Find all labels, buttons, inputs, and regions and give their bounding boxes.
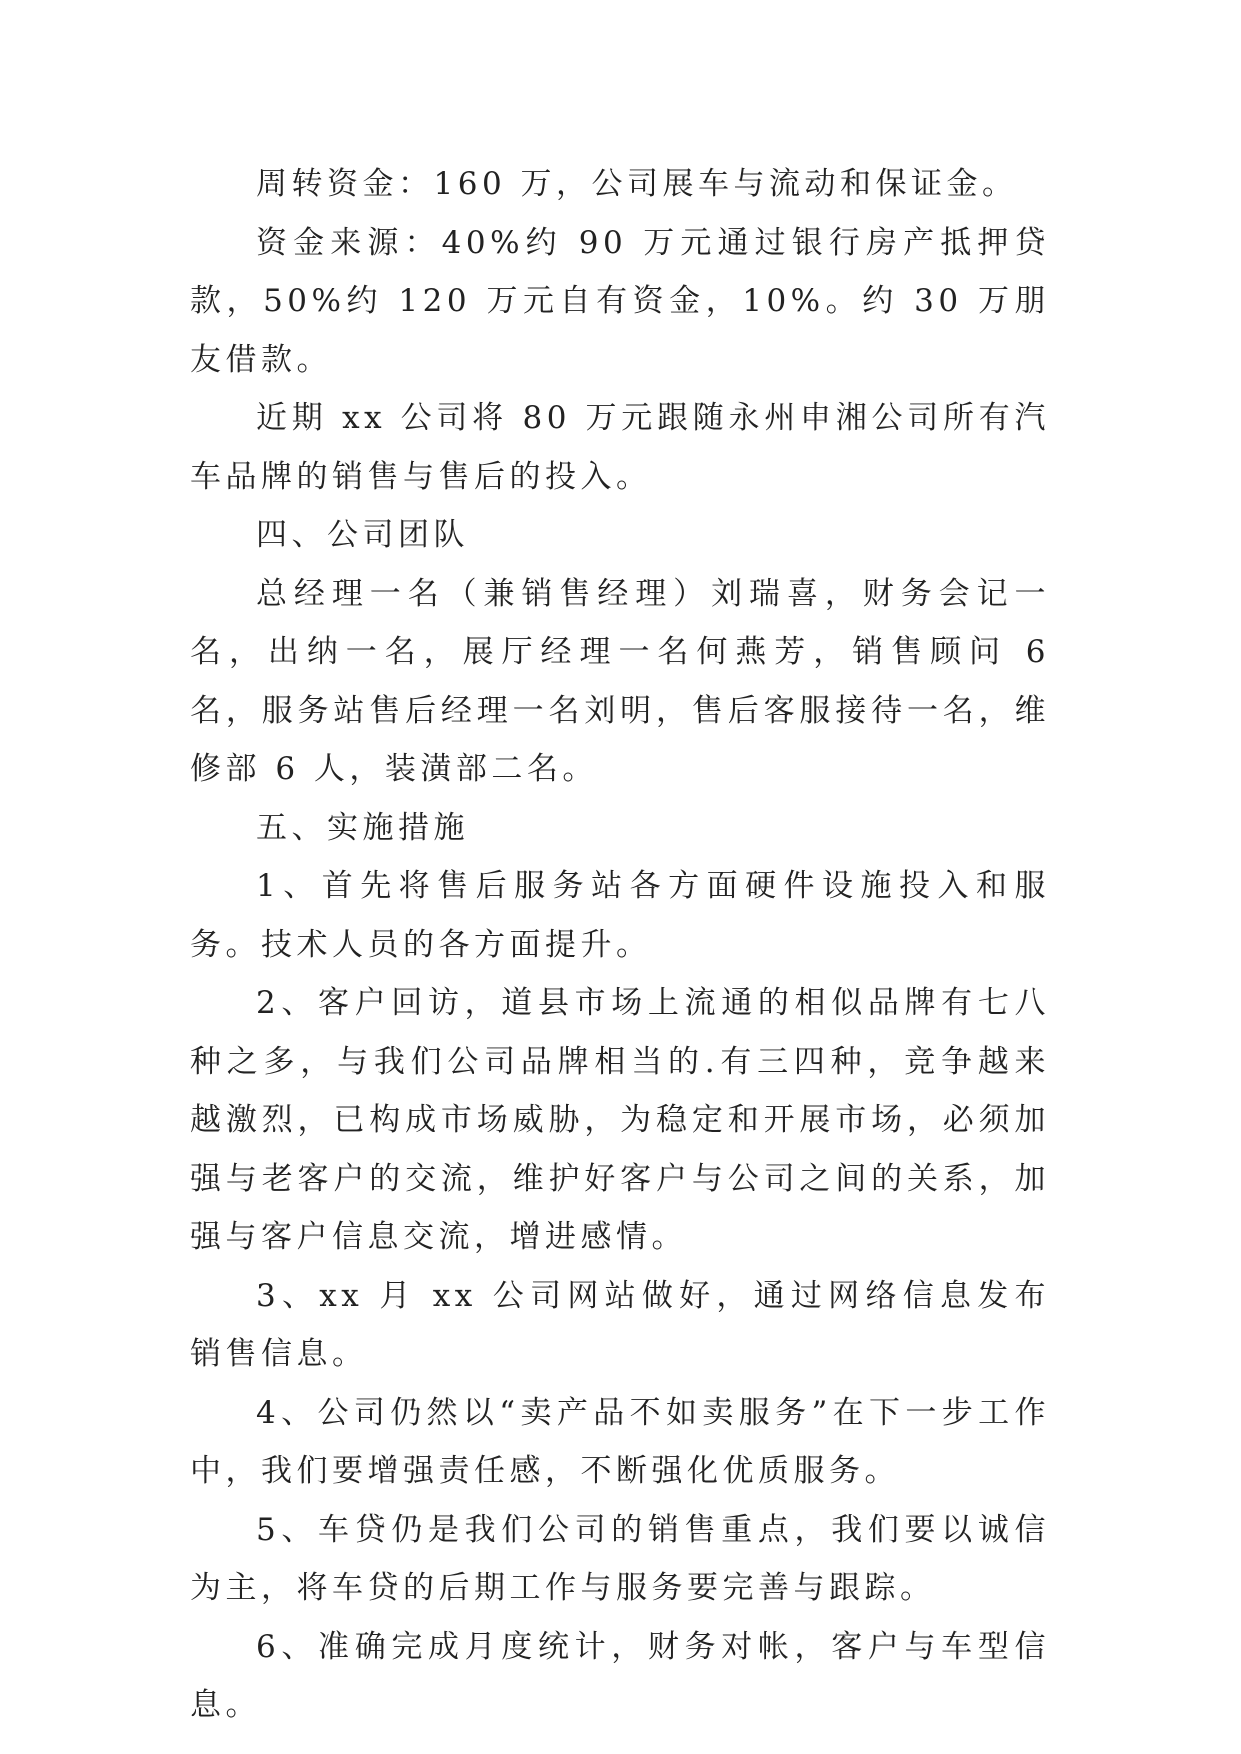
paragraph-measure-3: 3、xx 月 xx 公司网站做好，通过网络信息发布销售信息。 (190, 1277, 1050, 1372)
paragraph-recent-investment: 近期 xx 公司将 80 万元跟随永州申湘公司所有汽车品牌的销售与售后的投入。 (190, 400, 1050, 495)
paragraph-measure-5: 5、车贷仍是我们公司的销售重点，我们要以诚信为主，将车贷的后期工作与服务要完善与跟踪。 (190, 1511, 1050, 1606)
paragraph-measure-1: 1、首先将售后服务站各方面硬件设施投入和服务。技术人员的各方面提升。 (190, 868, 1050, 963)
paragraph-measure-4: 4、公司仍然以“卖产品不如卖服务”在下一步工作中，我们要增强责任感，不断强化优质服务。 (190, 1394, 1050, 1489)
paragraph-funding-source: 资金来源：40%约 90 万元通过银行房产抵押贷款，50%约 120 万元自有资金，10%。约 30 万朋友借款。 (190, 224, 1050, 378)
paragraph-team-members: 总经理一名（兼销售经理）刘瑞喜，财务会记一名，出纳一名，展厅经理一名何燕芳，销售顾问 6 名，服务站售后经理一名刘明，售后客服接待一名，维修部 6 人，装潢部二名。 (190, 575, 1050, 787)
paragraph-measure-2: 2、客户回访，道县市场上流通的相似品牌有七八种之多，与我们公司品牌相当的.有三四种，竞争越来越激烈，已构成市场威胁，为稳定和开展市场，必须加强与老客户的交流，维护好客户与公司之间的关系，加强与客户信息交流，增进感情。 (190, 985, 1050, 1255)
paragraph-measure-6: 6、准确完成月度统计，财务对帐，客户与车型信息。 (190, 1628, 1050, 1723)
document-body (190, 155, 1050, 1735)
paragraph-working-capital: 周转资金：160 万，公司展车与流动和保证金。 (256, 166, 1018, 202)
section-heading-team: 四、公司团队 (256, 517, 469, 553)
section-heading-measures: 五、实施措施 (256, 809, 469, 846)
